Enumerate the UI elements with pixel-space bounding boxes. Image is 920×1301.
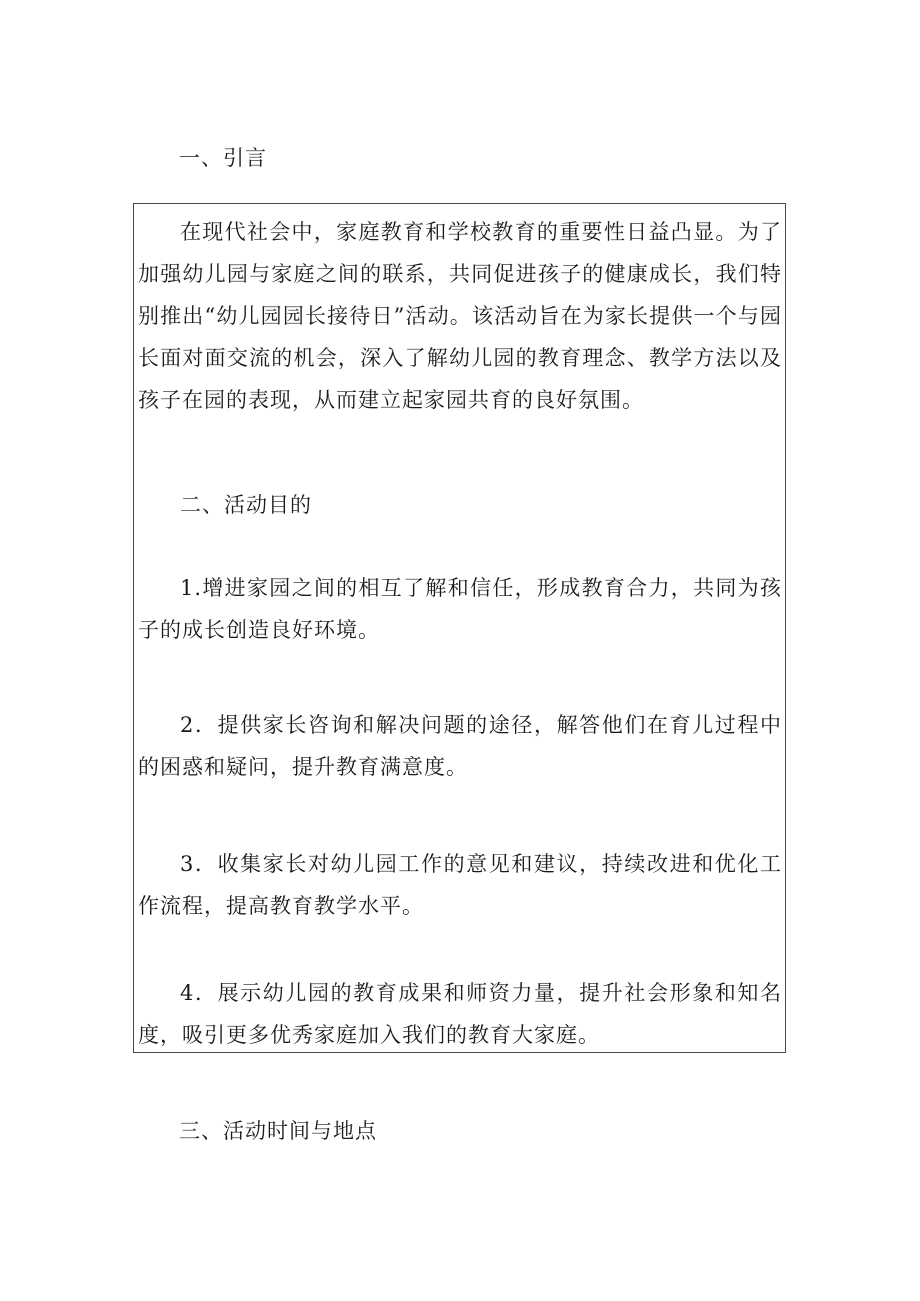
goal-item-4: 4．展示幼儿园的教育成果和师资力量，提升社会形象和知名度，吸引更多优秀家庭加入我们的教育大家庭。 [138, 981, 782, 1047]
content-box [133, 203, 786, 1053]
intro-paragraph: 在现代社会中，家庭教育和学校教育的重要性日益凸显。为了加强幼儿园与家庭之间的联系，共同促进孩子的健康成长，我们特别推出“幼儿园园长接待日”活动。该活动旨在为家长提供一个与园长面对面交流的机会，深入了解幼儿园的教育理念、教学方法以及孩子在园的表现，从而建立起家园共育的良好氛围。 [138, 220, 782, 412]
goal-item-2: 2．提供家长咨询和解决问题的途径，解答他们在育儿过程中的困惑和疑问，提升教育满意度。 [138, 713, 782, 779]
goal-item-3: 3．收集家长对幼儿园工作的意见和建议，持续改进和优化工作流程，提高教育教学水平。 [138, 852, 782, 918]
section-heading-goals: 二、活动目的 [180, 493, 312, 517]
section-heading-time-location: 三、活动时间与地点 [179, 1119, 377, 1143]
goal-item-1: 1.增进家园之间的相互了解和信任，形成教育合力，共同为孩子的成长创造良好环境。 [138, 576, 782, 642]
section-heading-introduction: 一、引言 [179, 146, 267, 170]
